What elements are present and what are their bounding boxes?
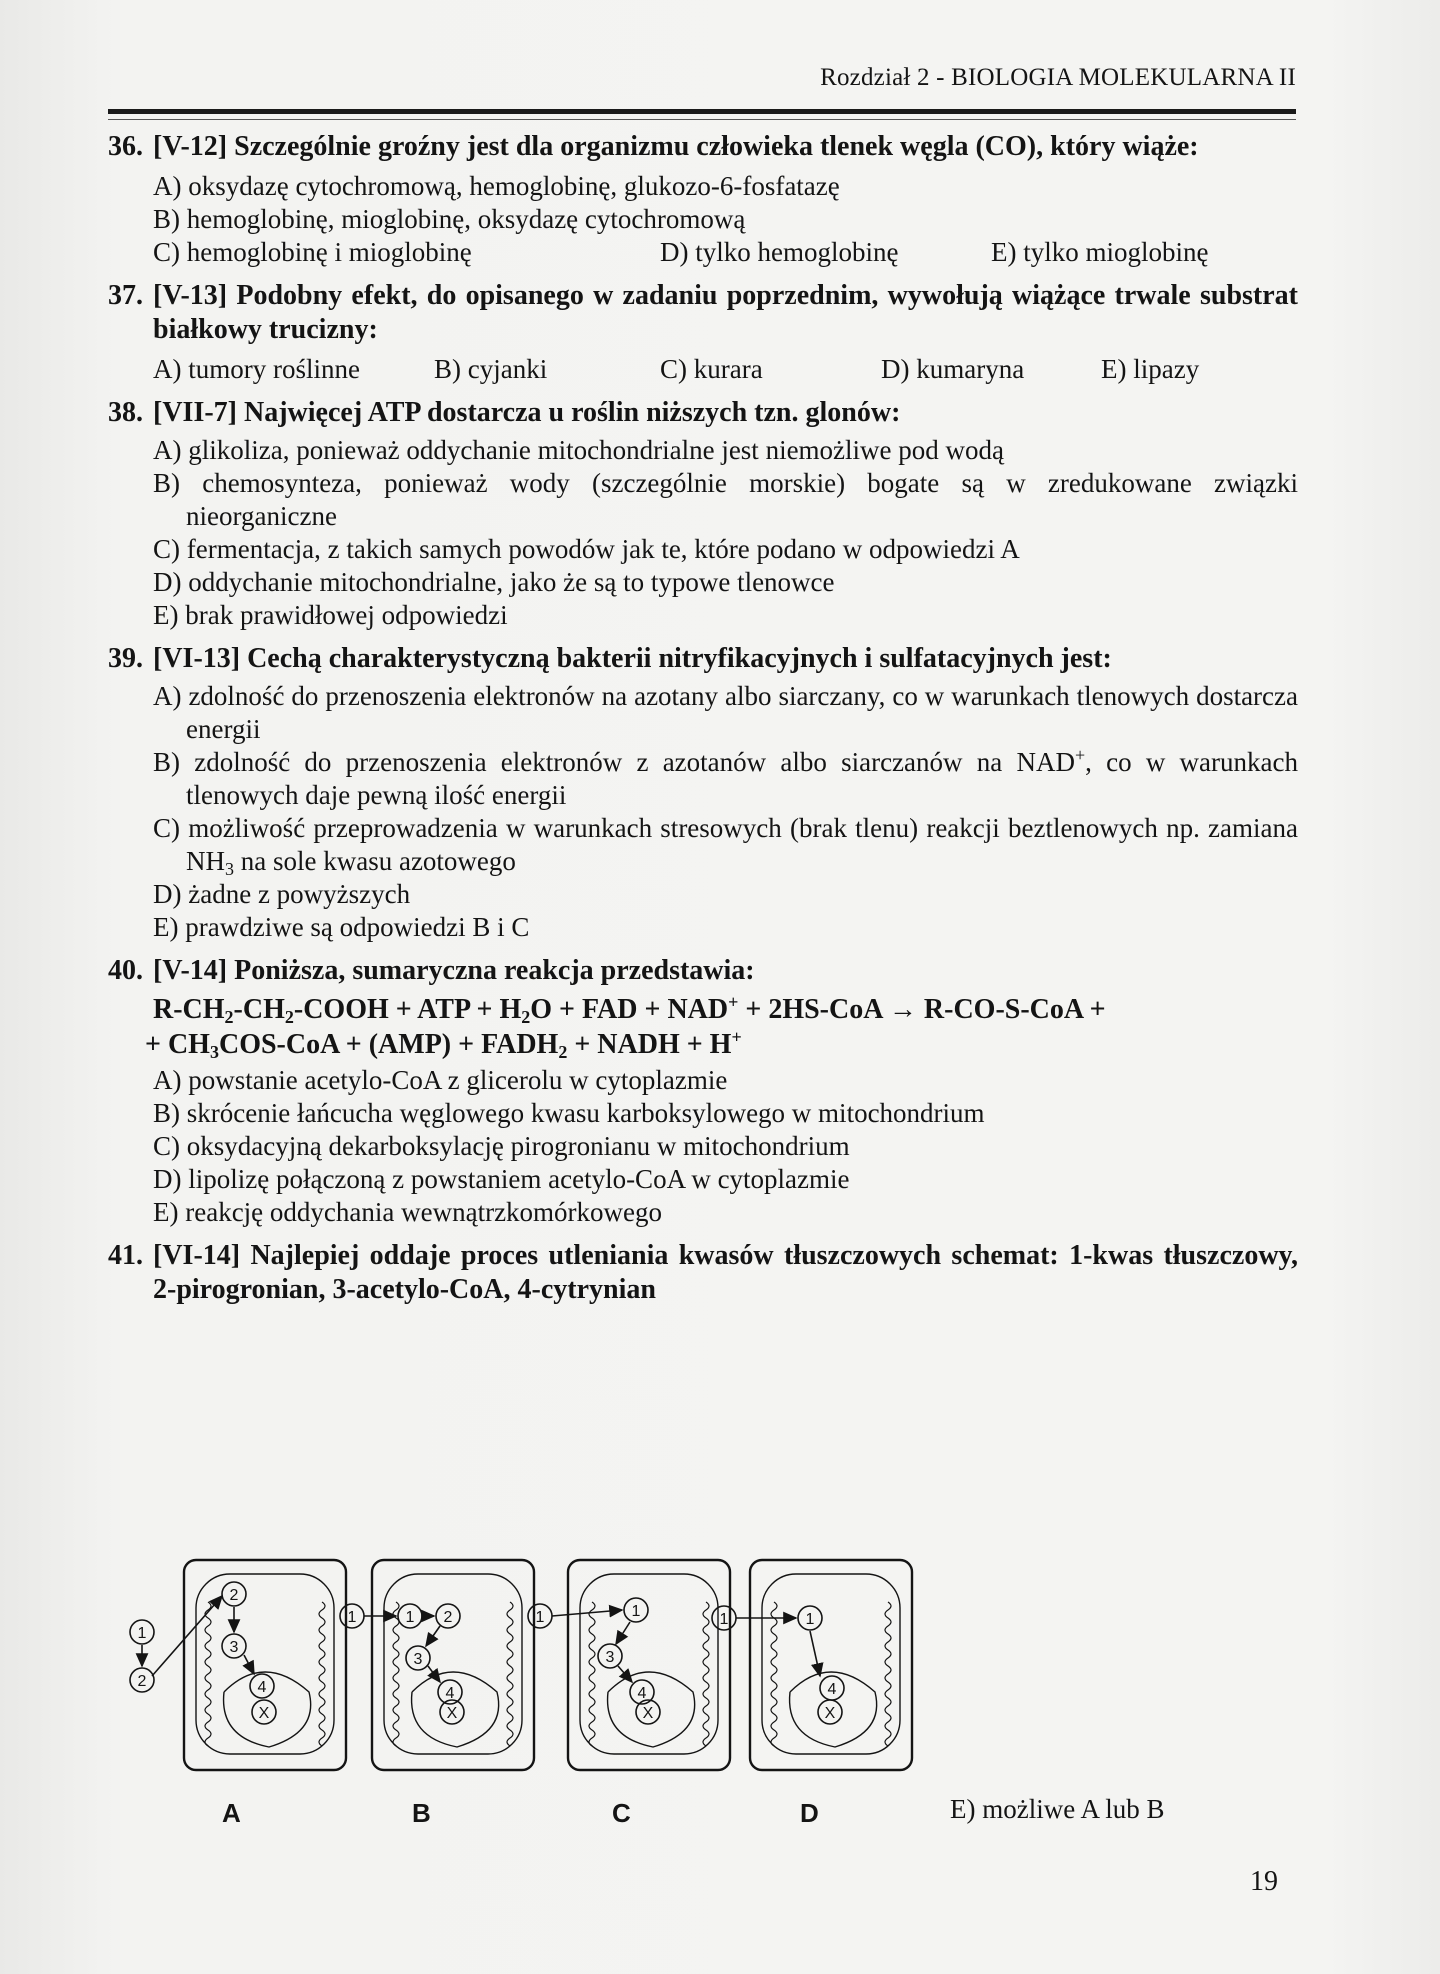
answer-row xyxy=(108,236,1298,269)
cell-d-cristae-right xyxy=(885,1602,891,1746)
answer-c: C) hemoglobinę i mioglobinę xyxy=(153,237,472,267)
cell-a-cristae-right xyxy=(319,1602,325,1746)
question-text: [V-12] Szczególnie groźny jest dla organizmu człowieka tlenek węgla (CO), który wiąże: xyxy=(153,131,1199,162)
question-36 xyxy=(108,130,1298,269)
header-rule xyxy=(108,109,1296,114)
question-text: [V-13] Podobny efekt, do opisanego w zadaniu poprzednim, wywołują wiążące trwale substrat białkowy trucizny: xyxy=(153,280,1298,345)
cell-a-marker-x: X xyxy=(258,1705,270,1722)
cell-b-cristae-left xyxy=(393,1602,399,1746)
answer-a: A) glikoliza, ponieważ oddychanie mitochondrialne jest niemożliwe pod wodą xyxy=(153,435,1005,465)
question-number: 39. xyxy=(108,643,143,674)
answer-a: A) zdolność do przenoszenia elektronów na azotany albo siarczany, co w warunkach tlenowych dostarcza energii xyxy=(153,681,1298,744)
diagram-label-d: D xyxy=(800,1798,819,1828)
diagram-label-c: C xyxy=(612,1798,631,1828)
cell-a-marker-2: 2 xyxy=(137,1673,147,1690)
answer-e: E) brak prawidłowej odpowiedzi xyxy=(153,600,508,630)
answer-e: E) reakcję oddychania wewnątrzkomórkowego xyxy=(153,1197,663,1227)
cell-b-marker-2: 2 xyxy=(443,1609,453,1626)
question-41 xyxy=(108,1239,1298,1307)
header-rule-thin xyxy=(108,119,1296,120)
cell-c-arrow-3-4 xyxy=(618,1666,632,1682)
answer-b: B) skrócenie łańcucha węglowego kwasu karboksylowego w mitochondrium xyxy=(153,1098,985,1128)
answer-c: C) oksydacyjną dekarboksylację pirogronianu w mitochondrium xyxy=(153,1131,850,1161)
answer-d: D) tylko hemoglobinę xyxy=(660,237,899,267)
answer-a: A) powstanie acetylo-CoA z glicerolu w cytoplazmie xyxy=(153,1065,728,1095)
question-text: [VI-13] Cechą charakterystyczną bakterii nitryfikacyjnych i sulfatacyjnych jest: xyxy=(153,643,1112,674)
cell-a-marker-1: 1 xyxy=(137,1625,147,1642)
cell-a-arrow-out-in xyxy=(152,1596,222,1676)
cell-c-cristae-right xyxy=(703,1602,709,1746)
answer-a: A) tumory roślinne xyxy=(153,354,360,384)
question-37 xyxy=(108,279,1298,386)
answer-b: B) chemosynteza, ponieważ wody (szczególnie morskie) bogate są w zredukowane związki nieorganiczne xyxy=(153,468,1298,531)
diagram-label-b: B xyxy=(412,1798,431,1828)
cell-d-marker-1-inside: 1 xyxy=(805,1611,815,1628)
question-number: 41. xyxy=(108,1240,143,1271)
reaction-equation-line-1: $R-CH_2-CH_2$-COOH + ATP + $H_2O$ + FAD + NAD+ + 2HS-CoA → R-CO-S-CoA + xyxy=(153,992,1106,1027)
answer-b: B) cyjanki xyxy=(434,354,548,384)
cell-a-marker-3: 3 xyxy=(229,1639,239,1656)
cell-d-cristae-left xyxy=(771,1602,777,1746)
page-header: Rozdział 2 - BIOLOGIA MOLEKULARNA II xyxy=(820,64,1296,91)
cell-c-marker-4: 4 xyxy=(637,1685,647,1702)
question-38 xyxy=(108,396,1298,632)
cell-c-cristae-left xyxy=(589,1602,595,1746)
diagram-label-a: A xyxy=(222,1798,241,1828)
question-number: 40. xyxy=(108,955,143,986)
cell-d-mitochondrion xyxy=(762,1574,900,1754)
cell-a-arrow-3-4 xyxy=(244,1655,254,1674)
question-text: [VI-14] Najlepiej oddaje proces utleniania kwasów tłuszczowych schemat: 1-kwas tłuszczowy, 2-pirogronian, 3-acetylo-CoA, 4-cytrynian xyxy=(153,1240,1298,1305)
question-text: [VII-7] Najwięcej ATP dostarcza u roślin niższych tzn. glonów: xyxy=(153,397,901,428)
cell-b-marker-1: 1 xyxy=(347,1609,357,1626)
cell-d-arrow-1-4 xyxy=(810,1631,820,1676)
question-number: 36. xyxy=(108,131,143,162)
cell-b-arrow-2-3 xyxy=(426,1626,440,1646)
answer-d: D) oddychanie mitochondrialne, jako że są to typowe tlenowce xyxy=(153,567,835,597)
answer-a: A) oksydazę cytochromową, hemoglobinę, glukozo-6-fosfatazę xyxy=(153,171,840,201)
answer-c: C) fermentacja, z takich samych powodów jak te, które podano w odpowiedzi A xyxy=(153,534,1020,564)
cell-a-marker-2-inside: 2 xyxy=(229,1587,239,1604)
cell-b-marker-4: 4 xyxy=(445,1685,455,1702)
question-number: 38. xyxy=(108,397,143,428)
question-text: [V-14] Poniższa, sumaryczna reakcja przedstawia: xyxy=(153,955,755,986)
answer-b: B) hemoglobinę, mioglobinę, oksydazę cytochromową xyxy=(153,204,746,234)
cell-b-marker-1-inside: 1 xyxy=(405,1609,415,1626)
answer-row xyxy=(108,353,1298,386)
cell-b-marker-3: 3 xyxy=(413,1651,423,1668)
question-number: 37. xyxy=(108,280,143,311)
cell-c-arrow-in xyxy=(552,1610,622,1616)
answer-d: D) lipolizę połączoną z powstaniem acetylo-CoA w cytoplazmie xyxy=(153,1164,850,1194)
cell-a-cristae-left xyxy=(205,1602,211,1746)
answer-d: D) żadne z powyższych xyxy=(153,879,411,909)
answer-d: D) kumaryna xyxy=(881,354,1025,384)
cell-b-marker-x: X xyxy=(446,1705,458,1722)
cell-c-marker-1: 1 xyxy=(535,1609,545,1626)
cell-c-marker-x: X xyxy=(642,1705,654,1722)
answer-e: E) tylko mioglobinę xyxy=(991,237,1209,267)
cell-c-marker-3: 3 xyxy=(605,1649,615,1666)
cell-c-arrow-1-3 xyxy=(616,1622,630,1644)
answer-c: C) możliwość przeprowadzenia w warunkach stresowych (brak tlenu) reakcji beztlenowych np. zamiana $NH_3$ na sole kwasu azotowego xyxy=(153,813,1298,879)
questions-content xyxy=(108,128,1298,1307)
question-39 xyxy=(108,642,1298,944)
cell-b-cristae-right xyxy=(507,1602,513,1746)
cell-b-mitochondrion xyxy=(384,1574,522,1754)
answer-b: B) zdolność do przenoszenia elektronów z azotanów albo siarczanów na NAD+, co w warunkach tlenowych daje pewną ilość energii xyxy=(153,745,1298,810)
cell-d-marker-1: 1 xyxy=(719,1611,729,1628)
answer-e: E) lipazy xyxy=(1101,354,1200,384)
cell-a-marker-4: 4 xyxy=(257,1679,267,1696)
cell-c-marker-1-inside: 1 xyxy=(631,1603,641,1620)
page-number: 19 xyxy=(1250,1866,1278,1897)
answer-e: E) możliwe A lub B xyxy=(950,1794,1165,1824)
answer-c: C) kurara xyxy=(660,354,763,384)
answer-e: E) prawdziwe są odpowiedzi B i C xyxy=(153,912,530,942)
question-40 xyxy=(108,954,1298,1229)
reaction-equation-line-2: + $CH_3COS$-CoA + $(AMP) + FADH_2$ + NADH + H+ xyxy=(145,1027,742,1062)
cell-d-marker-x: X xyxy=(824,1705,836,1722)
cell-d-marker-4: 4 xyxy=(827,1681,837,1698)
